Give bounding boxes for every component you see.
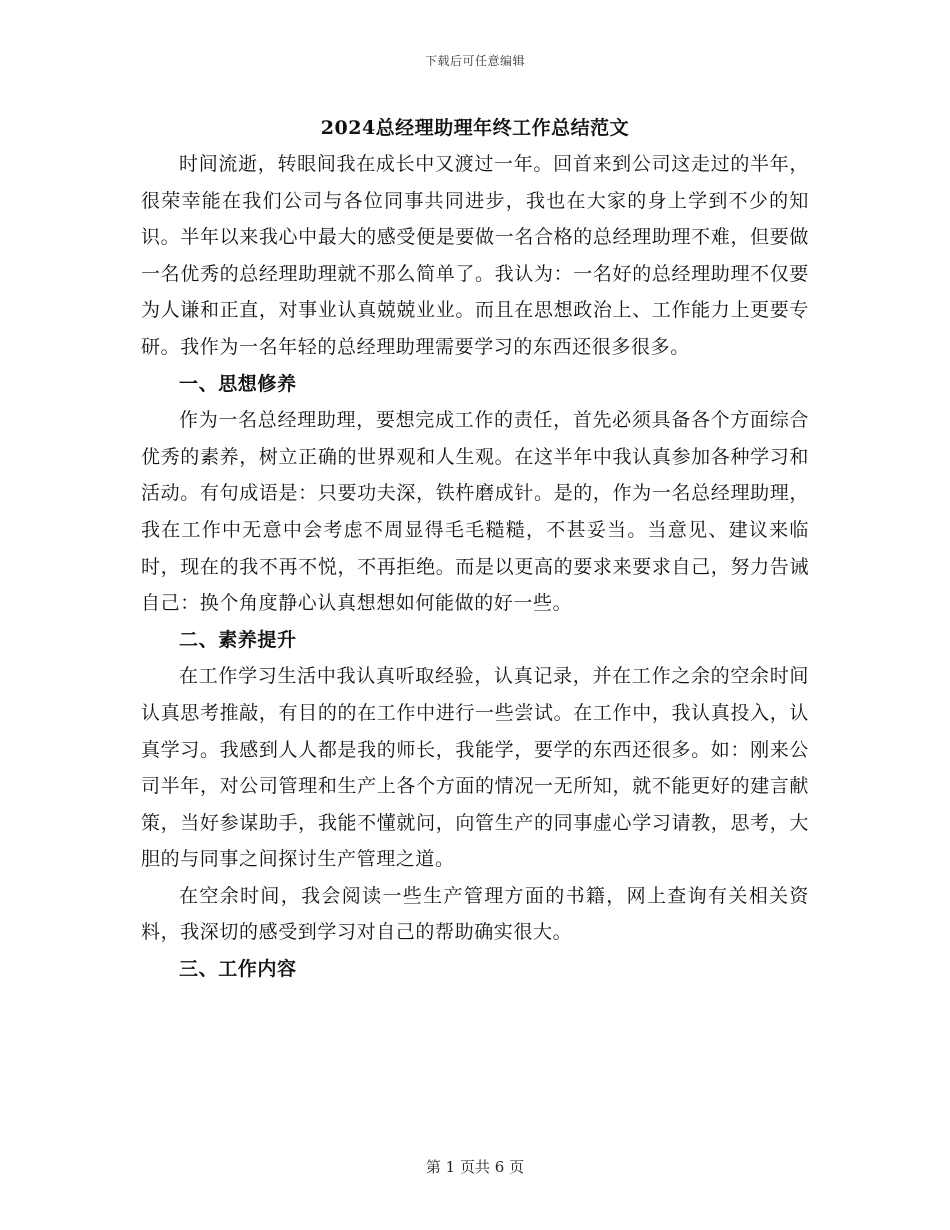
document-body [141,110,809,988]
paragraph-improvement-2: 在空余时间，我会阅读一些生产管理方面的书籍，网上查询有关相关资料，我深切的感受到学习对自己的帮助确实很大。 [141,884,809,944]
header-note: 下载后可任意编辑 [424,54,525,68]
document-title: 2024总经理助理年终工作总结范文 [320,117,630,139]
section-heading-thought: 一、思想修养 [179,372,297,395]
paragraph-thought: 作为一名总经理助理，要想完成工作的责任，首先必须具备各个方面综合优秀的素养，树立正确的世界观和人生观。在这半年中我认真参加各种学习和活动。有句成语是：只要功夫深，铁杵磨成针。是的，作为一名总经理助理，我在工作中无意中会考虑不周显得毛毛糙糙，不甚妥当。当意见、建议来临时，现在的我不再不悦，不再拒绝。而是以更高的要求来要求自己，努力告诫自己：换个角度静心认真想想如何能做的好一些。 [141,409,809,615]
paragraph-intro: 时间流逝，转眼间我在成长中又渡过一年。回首来到公司这走过的半年，很荣幸能在我们公司与各位同事共同进步，我也在大家的身上学到不少的知识。半年以来我心中最大的感受便是要做一名合格的总经理助理不难，但要做一名优秀的总经理助理就不那么简单了。我认为：一名好的总经理助理不仅要为人谦和正直，对事业认真兢兢业业。而且在思想政治上、工作能力上更要专研。我作为一名年轻的总经理助理需要学习的东西还很多很多。 [141,153,809,358]
page-number: 第 1 页共 6 页 [425,1158,525,1176]
section-heading-improvement: 二、素养提升 [179,628,297,651]
section-heading-work: 三、工作内容 [179,958,297,981]
paragraph-improvement-1: 在工作学习生活中我认真听取经验，认真记录，并在工作之余的空余时间认真思考推敲，有目的的在工作中进行一些尝试。在工作中，我认真投入，认真学习。我感到人人都是我的师长，我能学，要学的东西还很多。如：刚来公司半年，对公司管理和生产上各个方面的情况一无所知，就不能更好的建言献策，当好参谋助手，我能不懂就问，向管生产的同事虚心学习请教，思考，大胆的与同事之间探讨生产管理之道。 [141,665,809,871]
